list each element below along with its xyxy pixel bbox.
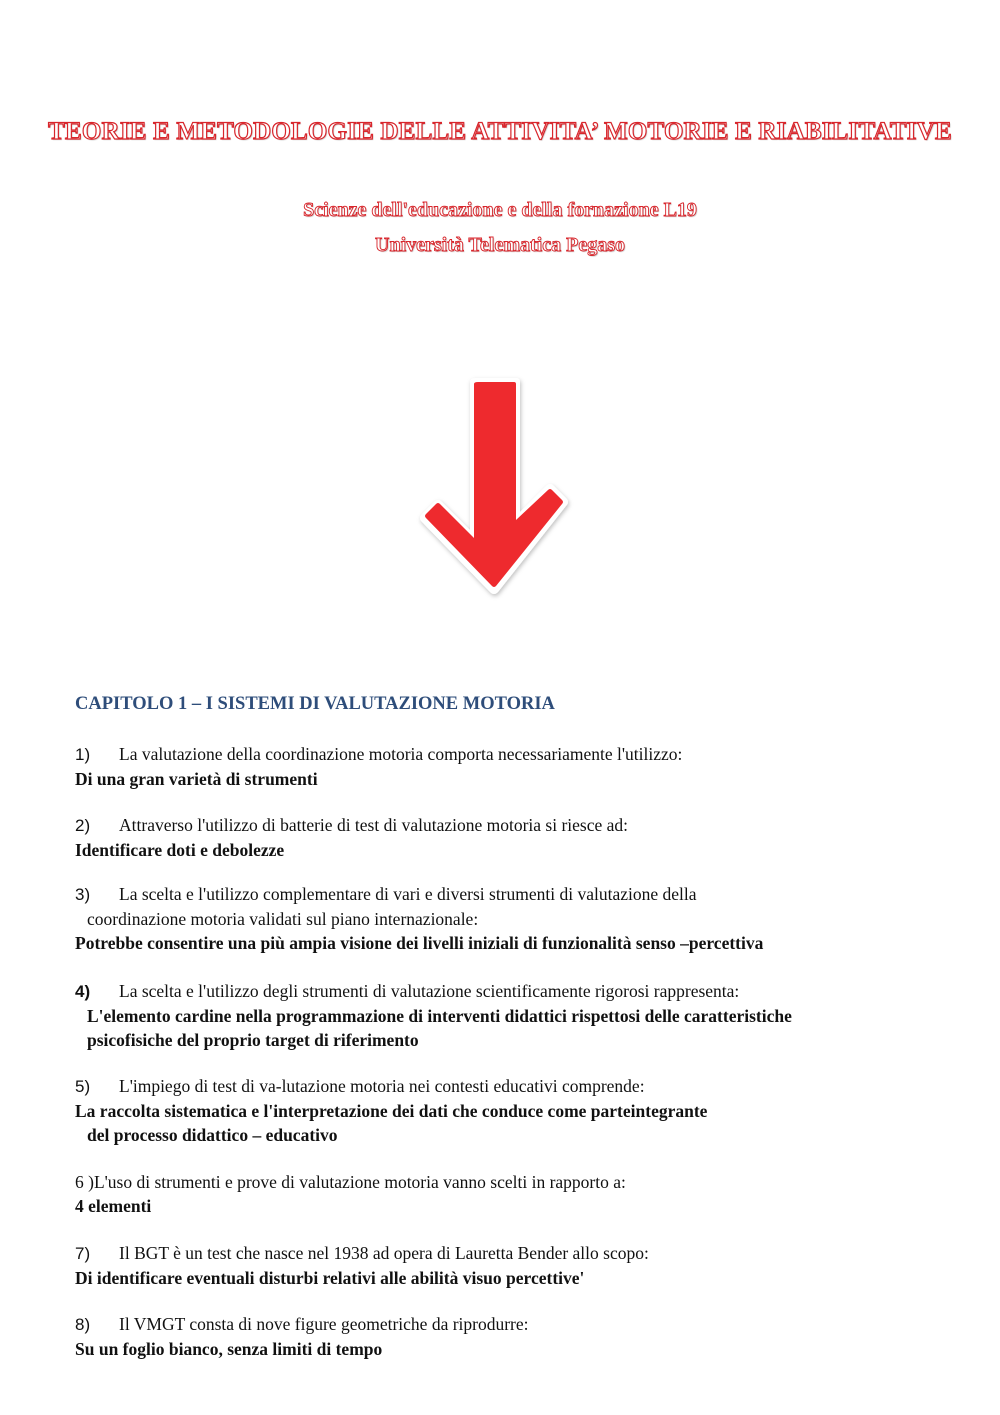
question-number: 6 ) (75, 1172, 94, 1192)
question-number: 2) (75, 816, 91, 835)
question-item-2 (75, 813, 955, 862)
question-item-1 (75, 742, 955, 791)
question-item-5 (75, 1074, 955, 1147)
university-subtitle: Università Telematica Pegaso (375, 234, 625, 256)
arrow-down-icon (414, 372, 574, 604)
question-text: 1) La valutazione della coordinazione motoria comporta necessariamente l'utilizzo: (75, 742, 955, 767)
question-text: 8) Il VMGT consta di nove figure geometriche da riprodurre: (75, 1312, 955, 1337)
course-subtitle: Scienze dell'educazione e della fornazione L19 (303, 199, 697, 221)
question-text: 5) L'impiego di test di va-lutazione motoria nei contesti educativi comprende: (75, 1074, 955, 1099)
question-item-4 (75, 979, 955, 1052)
question-text: 6 )L'uso di strumenti e prove di valutazione motoria vanno scelti in rapporto a: (75, 1172, 626, 1192)
question-text-continued: coordinazione motoria validati sul piano internazionale: (87, 909, 479, 929)
answer-text: Identificare doti e debolezze (75, 840, 285, 860)
question-number: 8) (75, 1315, 91, 1334)
question-number: 5) (75, 1077, 91, 1096)
chapter-heading: CAPITOLO 1 – I SISTEMI DI VALUTAZIONE MOTORIA (75, 694, 555, 714)
question-item-6 (75, 1170, 955, 1218)
question-text: 4) La scelta e l'utilizzo degli strumenti di valutazione scientificamente rigorosi rappresenta: (75, 979, 955, 1004)
answer-text: Di una gran varietà di strumenti (75, 769, 318, 789)
answer-text: La raccolta sistematica e l'interpretazione dei dati che conduce come parteintegrante (75, 1101, 708, 1121)
question-number: 3) (75, 885, 91, 904)
answer-text: 4 elementi (75, 1196, 152, 1216)
answer-text: Su un foglio bianco, senza limiti di tempo (75, 1339, 383, 1359)
question-number: 4) (75, 982, 91, 1001)
question-text: 7) Il BGT è un test che nasce nel 1938 ad opera di Lauretta Bender allo scopo: (75, 1241, 955, 1266)
answer-text: Di identificare eventuali disturbi relativi alle abilità visuo percettive' (75, 1268, 585, 1288)
question-text: 3) La scelta e l'utilizzo complementare di vari e diversi strumenti di valutazione della (75, 882, 955, 907)
question-item-7 (75, 1241, 955, 1290)
question-text: 2) Attraverso l'utilizzo di batterie di test di valutazione motoria si riesce ad: (75, 813, 955, 838)
answer-text: Potrebbe consentire una più ampia visione dei livelli iniziali di funzionalità senso –percettiva (75, 933, 764, 953)
question-item-3 (75, 882, 955, 955)
answer-text-continued: del processo didattico – educativo (87, 1125, 338, 1145)
question-item-8 (75, 1312, 955, 1361)
answer-text: L'elemento cardine nella programmazione di interventi didattici rispettosi delle caratteristiche (87, 1006, 792, 1026)
document-title: TEORIE E METODOLOGIE DELLE ATTIVITA’ MOTORIE E RIABILITATIVE (48, 118, 952, 145)
question-number: 1) (75, 745, 91, 764)
answer-text-continued: psicofisiche del proprio target di riferimento (87, 1030, 419, 1050)
question-number: 7) (75, 1244, 91, 1263)
